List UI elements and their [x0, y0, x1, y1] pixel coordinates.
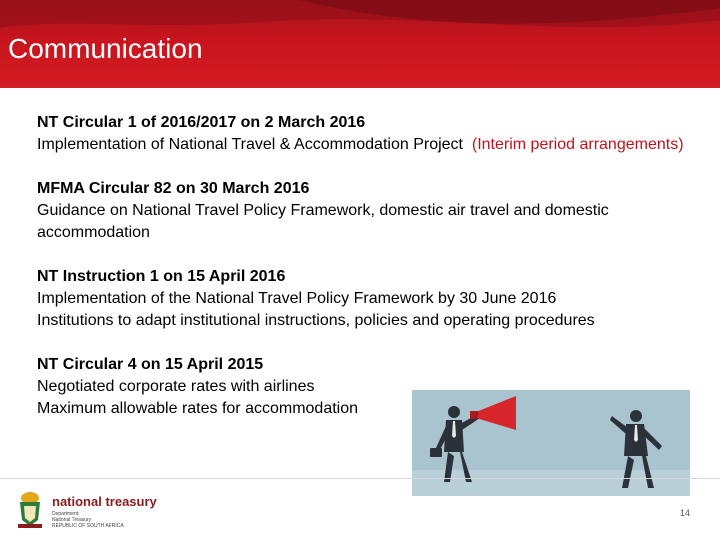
item-heading: NT Instruction 1 on 15 April 2016 [37, 268, 286, 285]
circular-item [37, 266, 687, 332]
item-text: Institutions to adapt institutional instructions, policies and operating procedures [37, 312, 595, 329]
page-number: 14 [679, 508, 690, 518]
item-text: Negotiated corporate rates with airlines [37, 378, 315, 395]
megaphone-businessmen-illustration [412, 390, 690, 496]
logo-subtitle-line: REPUBLIC OF SOUTH AFRICA [52, 523, 124, 529]
logo-subtitle [52, 511, 162, 529]
item-heading: MFMA Circular 82 on 30 March 2016 [37, 180, 310, 197]
circular-item [37, 178, 687, 244]
footer-divider [0, 478, 720, 479]
item-text-part: Implementation of National Travel & Accommodation Project [37, 136, 463, 153]
slide-header [0, 0, 720, 88]
coat-of-arms-icon [14, 490, 46, 530]
item-text: Guidance on National Travel Policy Framework, domestic air travel and domestic accommodation [37, 202, 609, 241]
circular-item [37, 112, 687, 156]
item-text: Maximum allowable rates for accommodation [37, 400, 359, 417]
item-heading: NT Circular 1 of 2016/2017 on 2 March 2016 [37, 114, 366, 131]
item-highlight: (Interim period arrangements) [471, 136, 684, 153]
item-heading: NT Circular 4 on 15 April 2015 [37, 356, 264, 373]
item-text: Implementation of the National Travel Policy Framework by 30 June 2016 [37, 290, 557, 307]
logo-name: national treasury [52, 494, 157, 509]
slide-title: Communication [8, 33, 203, 64]
item-text [37, 134, 687, 156]
logo-subtitle-line: National Treasury [52, 517, 92, 523]
logo-subtitle-line: Department: [52, 511, 80, 517]
